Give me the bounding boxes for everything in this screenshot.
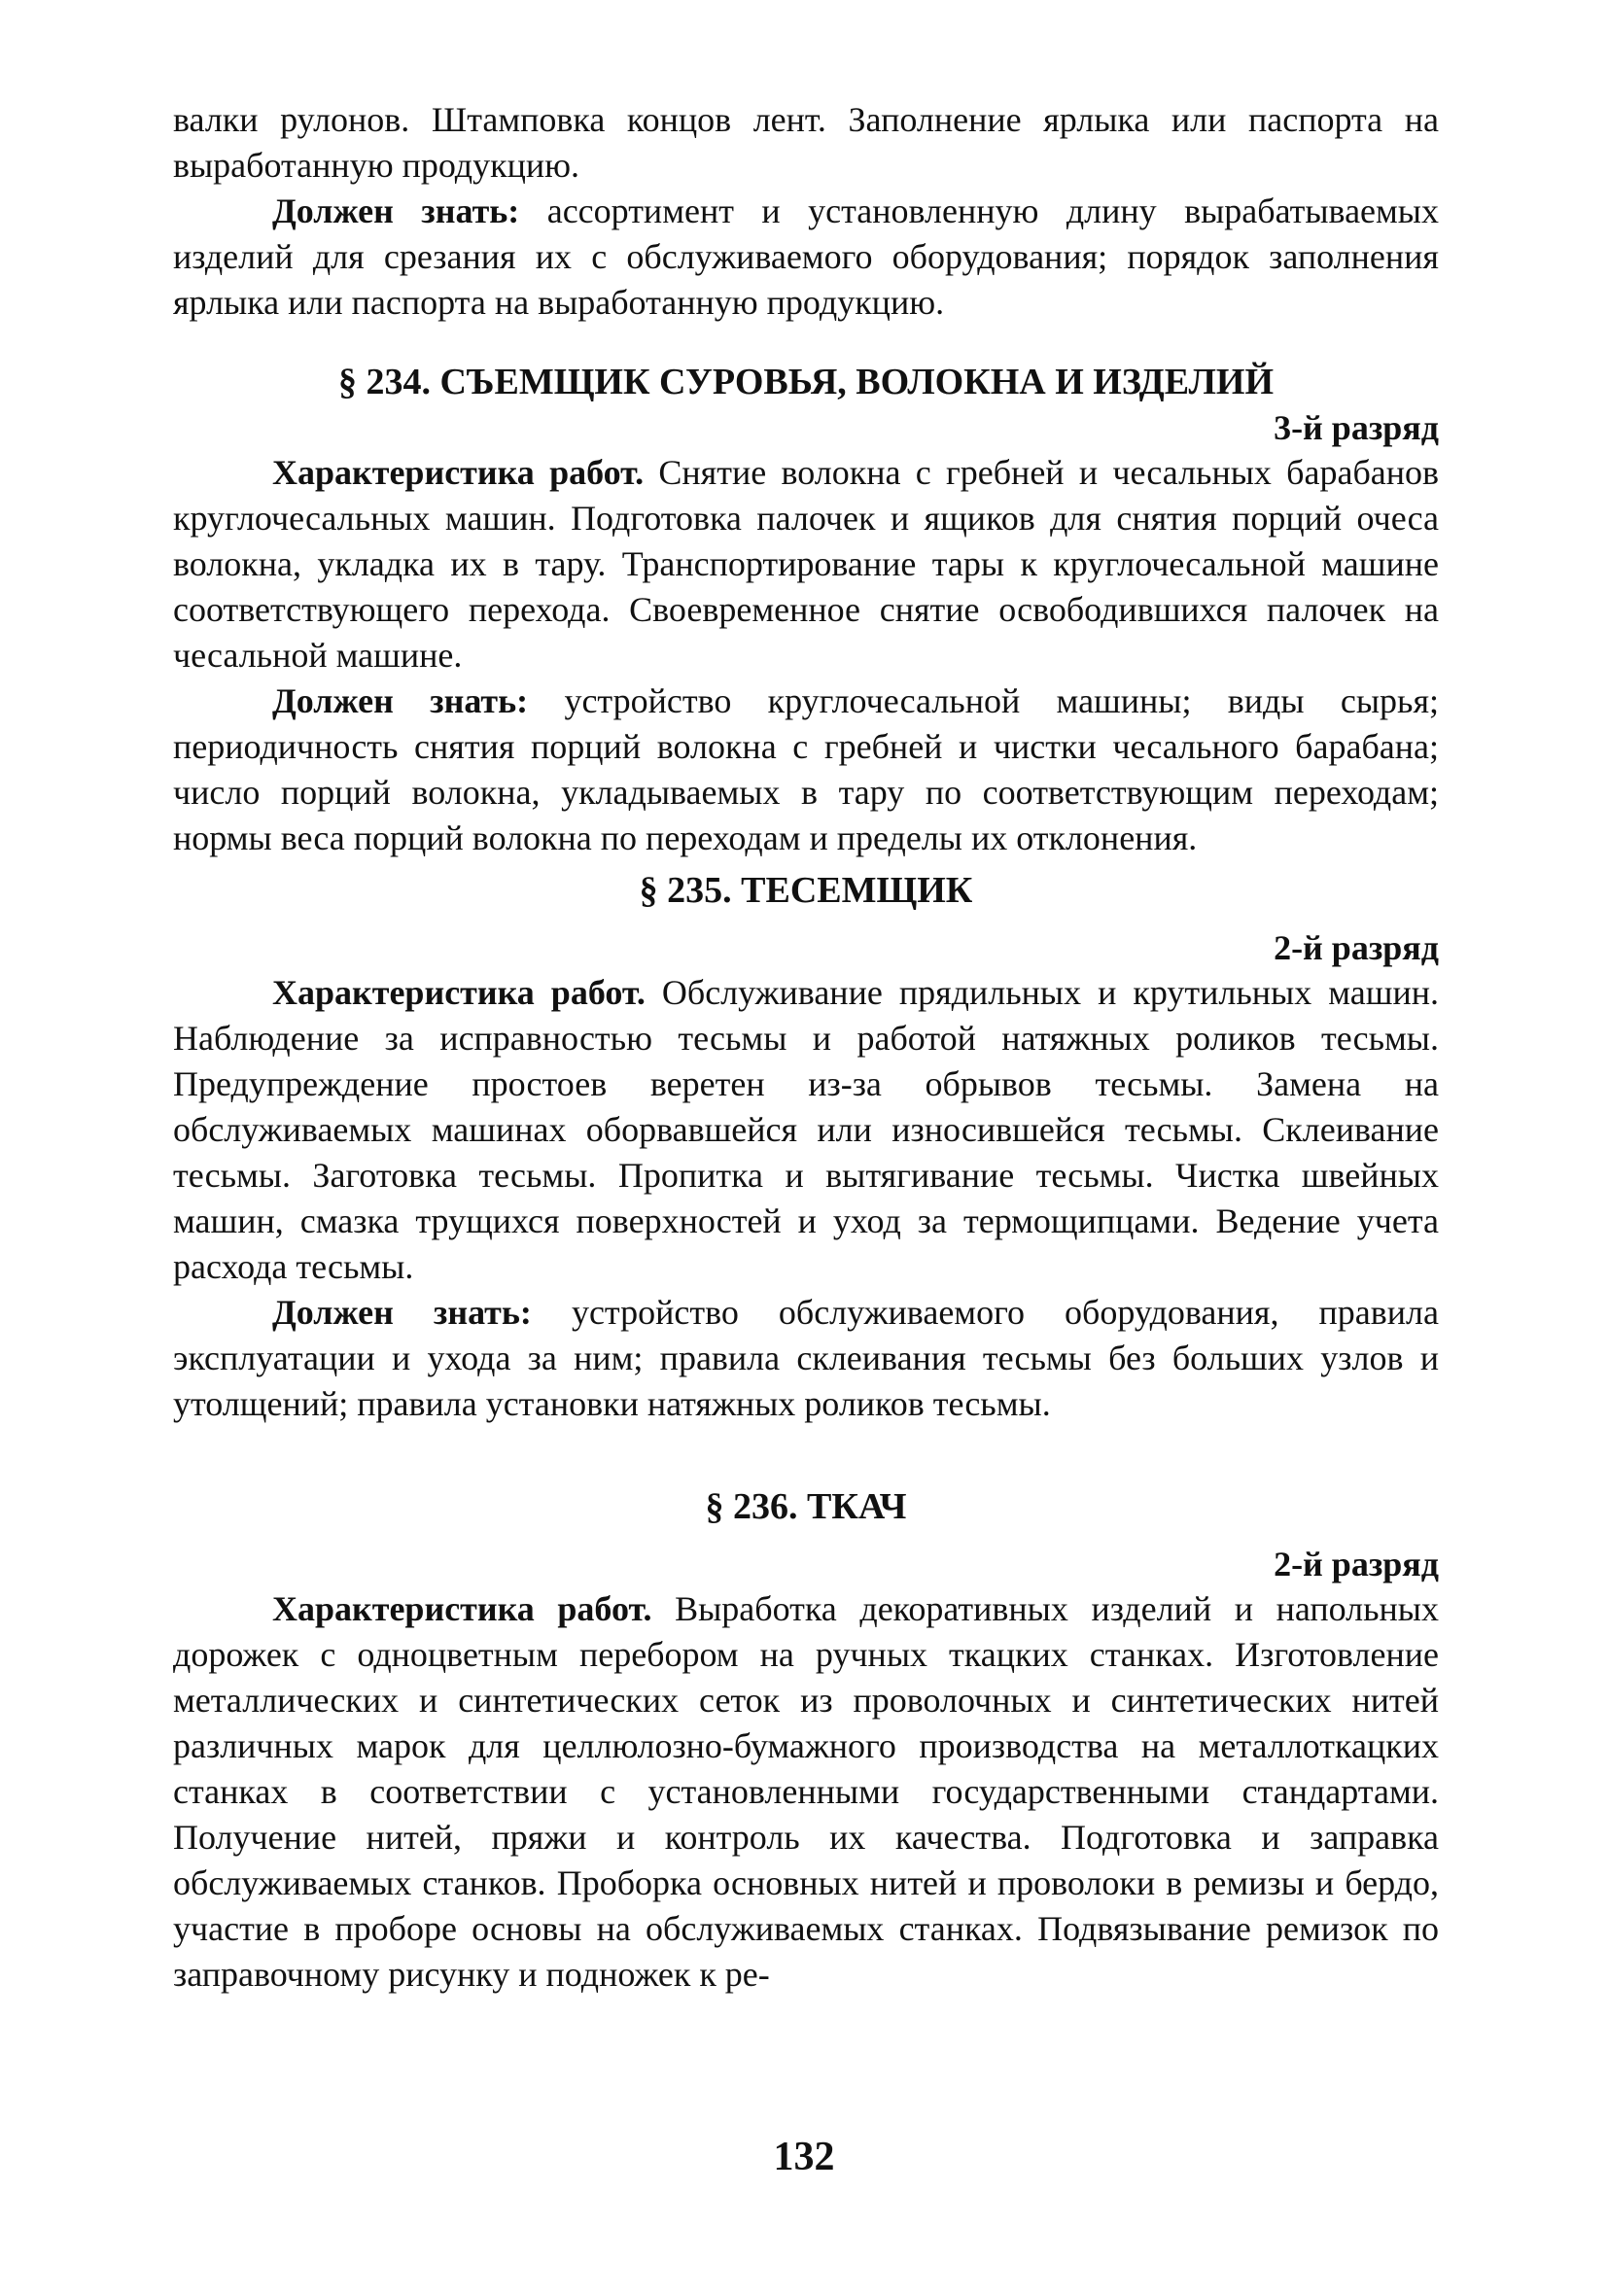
- knowledge-text: устройство круглочесальной машины; виды сырья; периодичность снятия порций волокна с гребней и чистки чесального барабана; число порций волокна, укладываемых в тару по соответствующим переходам; нормы веса порций волокна по переходам и пределы их отклонения.: [173, 681, 1440, 857]
- page-number: 132: [773, 2135, 835, 2179]
- characteristics-label: Характеристика работ.: [272, 1589, 652, 1628]
- intro-paragraph: валки рулонов. Штамповка концов лент. Заполнение ярлыка или паспорта на выработанную продукцию.: [173, 100, 1439, 185]
- characteristics-text: Обслуживание прядильных и крутильных машин. Наблюдение за исправностью тесьмы и работой натяжных роликов тесьмы. Предупреждение простоев веретен из-за обрывов тесьмы. Замена на обслуживаемых машинах оборвавшейся или износившейся тесьмы. Склеивание тесьмы. Заготовка тесьмы. Пропитка и вытягивание тесьмы. Чистка швейных машин, смазка трущихся поверхностей и уход за термощипцами. Ведение учета расхода тесьмы.: [173, 973, 1439, 1286]
- knowledge-text: ассортимент и установленную длину вырабатываемых изделий для срезания их с обслуживаемого оборудования; порядок заполнения ярлыка или паспорта на выработанную продукцию.: [173, 191, 1439, 322]
- characteristics-label: Характеристика работ.: [272, 453, 645, 492]
- characteristics-label: Характеристика работ.: [272, 973, 646, 1012]
- section-234-knowledge: [173, 678, 1439, 861]
- section-236-characteristics: [173, 1586, 1439, 1998]
- characteristics-text: Снятие волокна с гребней и чесальных барабанов круглочесальных машин. Подготовка палочек и ящиков для снятия порций очеса волокна, укладка их в тару. Транспортирование тары к круглочесальной машине соответствующего перехода. Своевременное снятие освободившихся палочек на чесальной машине.: [173, 453, 1440, 675]
- knowledge-text: устройство обслуживаемого оборудования, правила эксплуатации и ухода за ним; правила склеивания тесьмы без больших узлов и утолщений; правила установки натяжных роликов тесьмы.: [173, 1293, 1439, 1423]
- section-235-characteristics: [173, 970, 1439, 1290]
- knowledge-label: Должен знать:: [272, 1293, 532, 1332]
- characteristics-text: Выработка декоративных изделий и напольных дорожек с одноцветным перебором на ручных ткацких станках. Изготовление металлических и синтетических сеток из проволочных и синтетических нитей различных марок для целлюлозно-бумажного производства на металлоткацких станках в соответствии с установленными государственными стандартами. Получение нитей, пряжи и контроль их качества. Подготовка и заправка обслуживаемых станков. Проборка основных нитей и проволоки в ремизы и бердо, участие в проборе основы на обслуживаемых станках. Подвязывание ремизок по заправочному рисунку и подножек к ре-: [173, 1589, 1439, 1994]
- section-234-characteristics: [173, 450, 1439, 678]
- document-page: [173, 97, 1439, 1998]
- section-234-grade: 3-й разряд: [1274, 408, 1439, 447]
- section-235-heading: § 235. ТЕСЕМЩИК: [639, 870, 973, 911]
- knowledge-label: Должен знать:: [272, 191, 520, 230]
- section-236-grade: 2-й разряд: [1274, 1545, 1439, 1583]
- section-235-grade: 2-й разряд: [1274, 928, 1439, 967]
- section-236-heading: § 236. ТКАЧ: [705, 1486, 907, 1527]
- section-234-heading: § 234. СЪЕМЩИК СУРОВЬЯ, ВОЛОКНА И ИЗДЕЛИЙ: [337, 362, 1275, 402]
- intro-knowledge-paragraph: [173, 189, 1439, 326]
- knowledge-label: Должен знать:: [272, 681, 529, 720]
- section-235-knowledge: [173, 1290, 1439, 1427]
